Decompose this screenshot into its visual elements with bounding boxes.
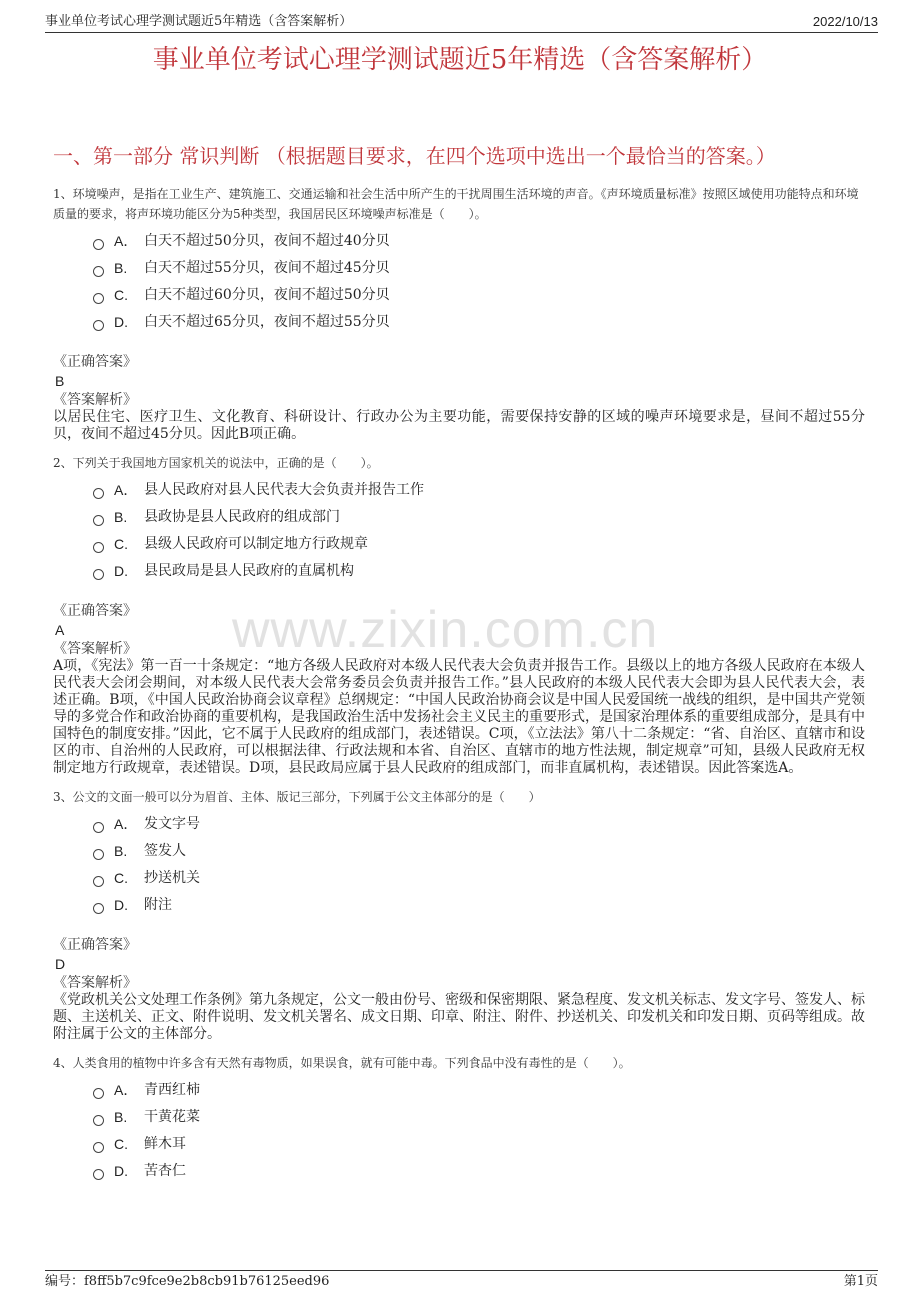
option-letter: A． [114, 482, 138, 498]
option-b[interactable] [93, 838, 865, 865]
option-text: 县民政局是县人民政府的直属机构 [144, 563, 354, 579]
header-doc-title: 事业单位考试心理学测试题近5年精选（含答案解析） [45, 14, 353, 29]
option-text: 苦杏仁 [144, 1163, 186, 1179]
option-letter: D. [114, 1163, 128, 1179]
option-text: 青西红柿 [144, 1082, 200, 1098]
option-letter: B. [114, 843, 128, 859]
option-text: 县人民政府对县人民代表大会负责并报告工作 [144, 482, 424, 498]
correct-answer: B [55, 373, 65, 389]
question-list [53, 184, 865, 1195]
analysis-text: 《党政机关公文处理工作条例》第九条规定，公文一般由份号、密级和保密期限、紧急程度、发文机关标志、发文字号、签发人、标题、主送机关、正文、附件说明、发文机关署名、成文日期、印章、附注、附件、抄送机关、印发机关和印发日期、页码等组成。故附注属于公文的主体部分。 [53, 992, 865, 1042]
page-footer [45, 1270, 878, 1291]
radio-icon[interactable] [93, 1169, 104, 1180]
correct-answer: D [55, 956, 66, 972]
analysis-label: 《答案解析》 [53, 641, 137, 657]
radio-icon[interactable] [93, 876, 104, 887]
radio-icon[interactable] [93, 1115, 104, 1126]
radio-icon[interactable] [93, 239, 104, 250]
option-text: 白天不超过60分贝，夜间不超过50分贝 [144, 287, 390, 303]
radio-icon[interactable] [93, 515, 104, 526]
option-letter: D. [114, 314, 128, 330]
question-1 [53, 184, 865, 443]
option-text: 干黄花菜 [144, 1109, 200, 1125]
option-letter: D. [114, 897, 128, 913]
option-letter: D. [114, 563, 128, 579]
correct-answer-label: 《正确答案》 [53, 603, 137, 619]
option-list [93, 477, 865, 585]
option-c[interactable] [93, 282, 865, 309]
radio-icon[interactable] [93, 569, 104, 580]
option-text: 发文字号 [144, 816, 200, 832]
radio-icon[interactable] [93, 488, 104, 499]
option-b[interactable] [93, 504, 865, 531]
option-a[interactable] [93, 228, 865, 255]
question-2 [53, 453, 865, 777]
option-a[interactable] [93, 1077, 865, 1104]
option-a[interactable] [93, 477, 865, 504]
option-c[interactable] [93, 1131, 865, 1158]
option-letter: A． [114, 233, 138, 249]
option-text: 签发人 [144, 843, 186, 859]
option-letter: A． [114, 1082, 138, 1098]
analysis-text: 以居民住宅、医疗卫生、文化教育、科研设计、行政办公为主要功能，需要保持安静的区域的噪声环境要求是，昼间不超过55分贝，夜间不超过45分贝。因此B项正确。 [53, 409, 865, 442]
option-text: 县政协是县人民政府的组成部门 [144, 509, 340, 525]
option-d[interactable] [93, 558, 865, 585]
document-code: 编号：f8ff5b7c9fce9e2b8cb91b76125eed96 [45, 1274, 330, 1289]
question-stem: 2、下列关于我国地方国家机关的说法中，正确的是（ ）。 [53, 456, 379, 470]
radio-icon[interactable] [93, 320, 104, 331]
question-stem: 1、环境噪声，是指在工业生产、建筑施工、交通运输和社会生活中所产生的干扰周围生活环境的声音。《声环境质量标准》按照区域使用功能特点和环境质量的要求，将声环境功能区分为5种类型，我国居民区环境噪声标准是（ ）。 [53, 187, 859, 221]
option-list [93, 228, 865, 336]
option-letter: B. [114, 260, 128, 276]
option-letter: C. [114, 870, 128, 886]
option-d[interactable] [93, 892, 865, 919]
radio-icon[interactable] [93, 1142, 104, 1153]
question-stem: 4、人类食用的植物中许多含有天然有毒物质，如果误食，就有可能中毒。下列食品中没有毒性的是（ ）。 [53, 1056, 631, 1070]
answer-block [53, 354, 865, 443]
option-text: 白天不超过55分贝，夜间不超过45分贝 [144, 260, 390, 276]
option-text: 白天不超过50分贝，夜间不超过40分贝 [144, 233, 390, 249]
option-letter: B. [114, 1109, 128, 1125]
correct-answer: A [55, 622, 65, 638]
correct-answer-label: 《正确答案》 [53, 937, 137, 953]
watermark: www.zixin.com.cn [232, 601, 659, 659]
radio-icon[interactable] [93, 542, 104, 553]
document-title: 事业单位考试心理学测试题近5年精选（含答案解析） [152, 45, 768, 75]
section-heading: 一、第一部分 常识判断 （根据题目要求，在四个选项中选出一个最恰当的答案。） [53, 144, 776, 168]
option-b[interactable] [93, 1104, 865, 1131]
option-text: 县级人民政府可以制定地方行政规章 [144, 536, 368, 552]
option-b[interactable] [93, 255, 865, 282]
option-text: 鲜木耳 [144, 1136, 186, 1152]
option-c[interactable] [93, 865, 865, 892]
radio-icon[interactable] [93, 1088, 104, 1099]
question-3 [53, 787, 865, 1043]
option-list [93, 1077, 865, 1185]
radio-icon[interactable] [93, 266, 104, 277]
option-list [93, 811, 865, 919]
radio-icon[interactable] [93, 903, 104, 914]
option-c[interactable] [93, 531, 865, 558]
option-letter: B. [114, 509, 128, 525]
page-header [45, 12, 878, 33]
correct-answer-label: 《正确答案》 [53, 354, 137, 370]
analysis-text: A项，《宪法》第一百一十条规定：“地方各级人民政府对本级人民代表大会负责并报告工作。县级以上的地方各级人民政府在本级人民代表大会闭会期间，对本级人民代表大会常务委员会负责并报告工作。”县人民政府的本级人民代表大会即为县人民代表大会，表述正确。B项，《中国人民政治协商会议章程》总纲规定：“中国人民政治协商会议是中国人民爱国统一战线的组织，是中国共产党领导的多党合作和政治协商的重要机构，是我国政治生活中发扬社会主义民主的重要形式，是国家治理体系的重要组成部分，是具有中国特色的制度安排。”因此，它不属于人民政府的组成部门，表述错误。C项，《立法法》第八十二条规定：“省、自治区、直辖市和设区的市、自治州的人民政府，可以根据法律、行政法规和本省、自治区、直辖市的地方性法规，制定规章”可知，县级人民政府无权制定地方行政规章，表述错误。D项，县民政局应属于县人民政府的组成部门，而非直属机构，表述错误。因此答案选A。 [53, 658, 865, 776]
analysis-label: 《答案解析》 [53, 392, 137, 408]
answer-block [53, 937, 865, 1043]
option-d[interactable] [93, 1158, 865, 1185]
option-text: 附注 [144, 897, 172, 913]
header-date: 2022/10/13 [812, 14, 878, 29]
radio-icon[interactable] [93, 849, 104, 860]
option-letter: C. [114, 1136, 128, 1152]
option-letter: C. [114, 536, 128, 552]
option-text: 抄送机关 [144, 870, 200, 886]
option-d[interactable] [93, 309, 865, 336]
radio-icon[interactable] [93, 293, 104, 304]
analysis-label: 《答案解析》 [53, 975, 137, 991]
option-a[interactable] [93, 811, 865, 838]
question-stem: 3、公文的文面一般可以分为眉首、主体、版记三部分，下列属于公文主体部分的是（ ） [53, 790, 541, 804]
question-4 [53, 1053, 865, 1185]
option-letter: C. [114, 287, 128, 303]
radio-icon[interactable] [93, 822, 104, 833]
option-letter: A． [114, 816, 138, 832]
page-number: 第1页 [843, 1274, 878, 1289]
answer-block [53, 603, 865, 777]
option-text: 白天不超过65分贝，夜间不超过55分贝 [144, 314, 390, 330]
